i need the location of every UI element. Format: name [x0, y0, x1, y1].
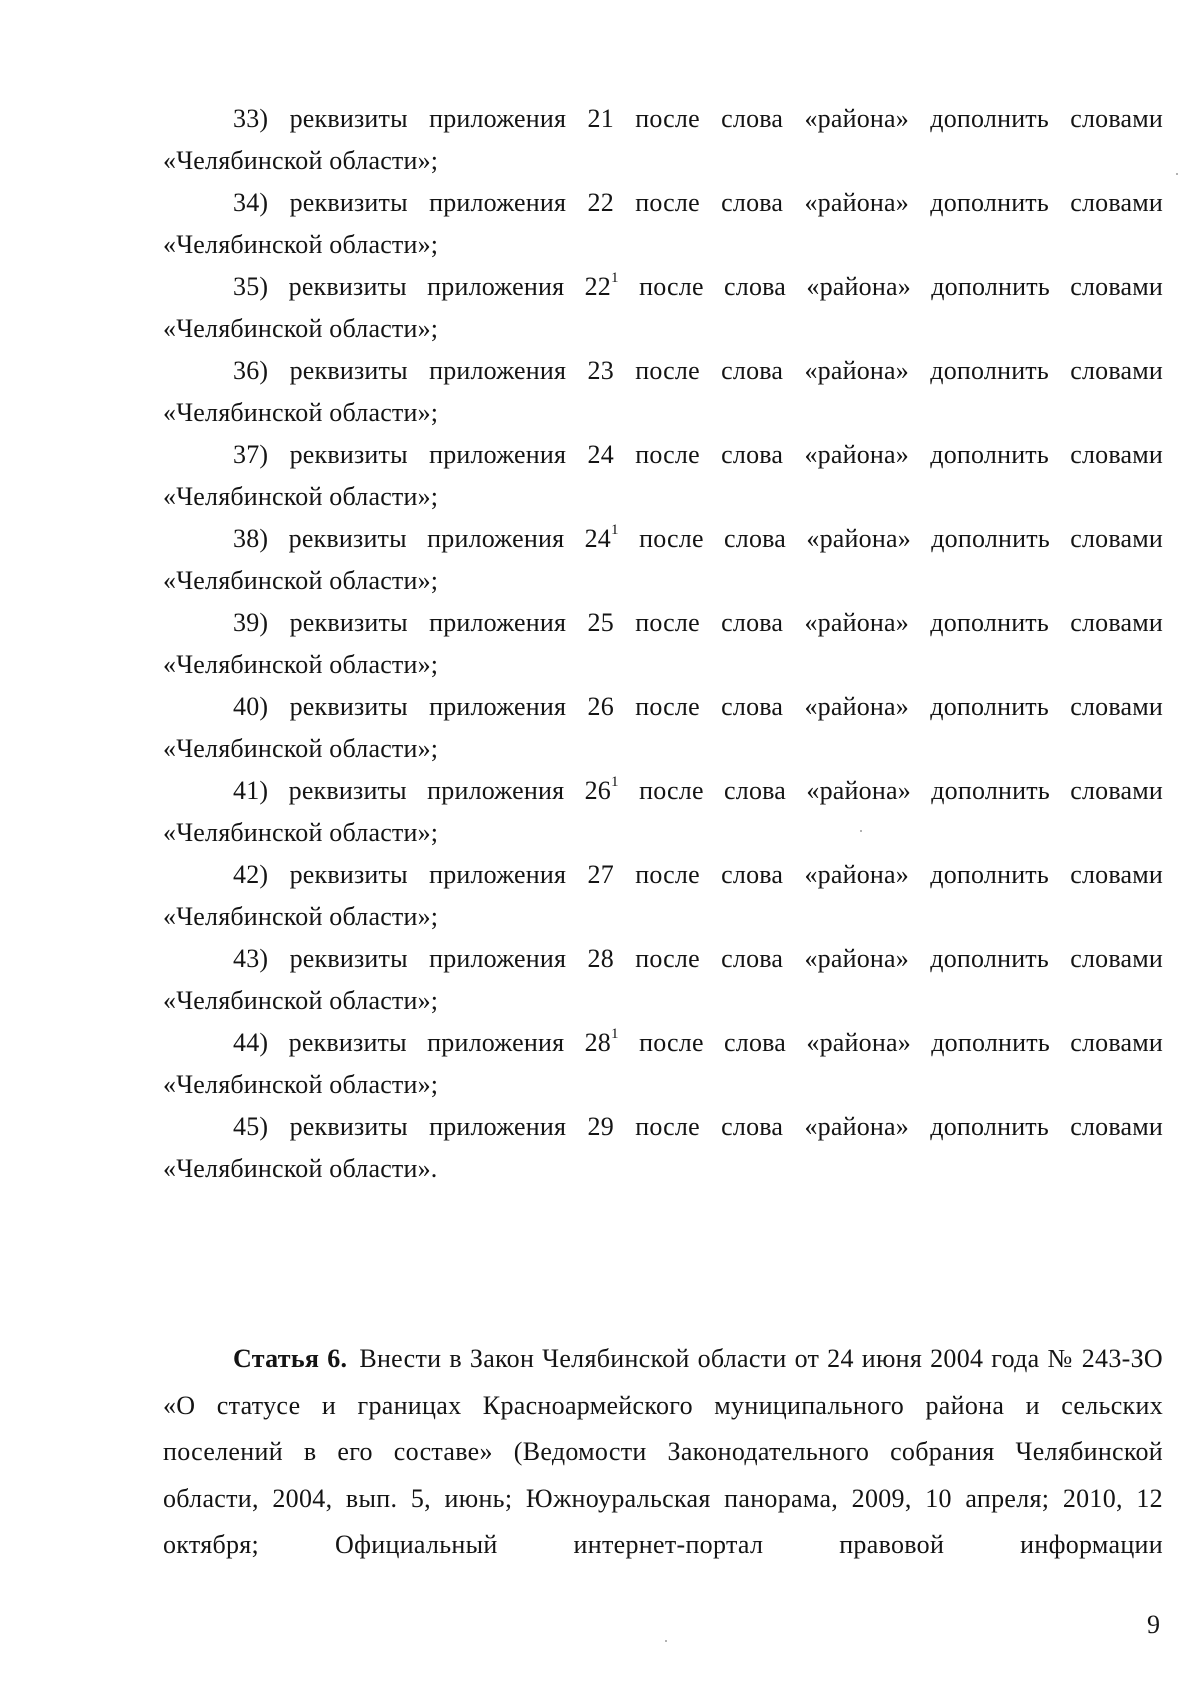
item-text: 37) реквизиты приложения 24 после слова «района» дополнить словами «Челябинской области»; — [163, 440, 1163, 511]
item-text: 39) реквизиты приложения 25 после слова «района» дополнить словами «Челябинской области»; — [163, 608, 1163, 679]
article-text: Внести в Закон Челябинской области от 24 июня 2004 года № 243-ЗО «О статусе и границах Красноармейского муниципального района и сельских поселений в его составе» (Ведомости Законодательного собрания Челябинской области, 2004, вып. 5, июнь; Южноуральская панорама, 2009, 10 апреля; 2010, 12 октября; Официальный интернет-портал правовой информации — [163, 1344, 1163, 1559]
item-text: 36) реквизиты приложения 23 после слова «района» дополнить словами «Челябинской области»; — [163, 356, 1163, 427]
article-paragraph — [163, 1336, 1163, 1569]
amendment-list — [163, 98, 1163, 1190]
list-item — [163, 602, 1163, 686]
list-item — [163, 1022, 1163, 1106]
item-text-tail: после слова «района» дополнить словами «Челябинской области»; — [163, 272, 1163, 343]
list-item — [163, 854, 1163, 938]
item-superscript: 1 — [611, 774, 619, 791]
item-text: 38) реквизиты приложения 24 — [233, 524, 612, 553]
item-text: 41) реквизиты приложения 26 — [233, 776, 612, 805]
item-text: 34) реквизиты приложения 22 после слова «района» дополнить словами «Челябинской области»; — [163, 188, 1163, 259]
list-item — [163, 770, 1163, 854]
list-item — [163, 518, 1163, 602]
list-item — [163, 182, 1163, 266]
article-heading: Статья 6. — [233, 1344, 348, 1373]
item-text-tail: после слова «района» дополнить словами «Челябинской области»; — [163, 776, 1163, 847]
item-text: 40) реквизиты приложения 26 после слова «района» дополнить словами «Челябинской области»; — [163, 692, 1163, 763]
list-item — [163, 434, 1163, 518]
list-item — [163, 98, 1163, 182]
item-text: 44) реквизиты приложения 28 — [233, 1028, 612, 1057]
item-superscript: 1 — [611, 522, 619, 539]
item-text: 35) реквизиты приложения 22 — [233, 272, 612, 301]
list-item — [163, 266, 1163, 350]
item-text: 43) реквизиты приложения 28 после слова «района» дополнить словами «Челябинской области»; — [163, 944, 1163, 1015]
list-item — [163, 686, 1163, 770]
scan-speck — [665, 1640, 667, 1642]
list-item — [163, 938, 1163, 1022]
scan-speck — [860, 830, 862, 832]
item-text-tail: после слова «района» дополнить словами «Челябинской области»; — [163, 524, 1163, 595]
list-item — [163, 350, 1163, 434]
list-item — [163, 1106, 1163, 1190]
item-text: 45) реквизиты приложения 29 после слова «района» дополнить словами «Челябинской области». — [163, 1112, 1163, 1183]
page-number: 9 — [1147, 1610, 1160, 1639]
item-text: 33) реквизиты приложения 21 после слова «района» дополнить словами «Челябинской области»; — [163, 104, 1163, 175]
item-superscript: 1 — [611, 1026, 619, 1043]
item-text-tail: после слова «района» дополнить словами «Челябинской области»; — [163, 1028, 1163, 1099]
scan-speck — [1176, 173, 1178, 175]
item-superscript: 1 — [611, 270, 619, 287]
item-text: 42) реквизиты приложения 27 после слова «района» дополнить словами «Челябинской области»; — [163, 860, 1163, 931]
